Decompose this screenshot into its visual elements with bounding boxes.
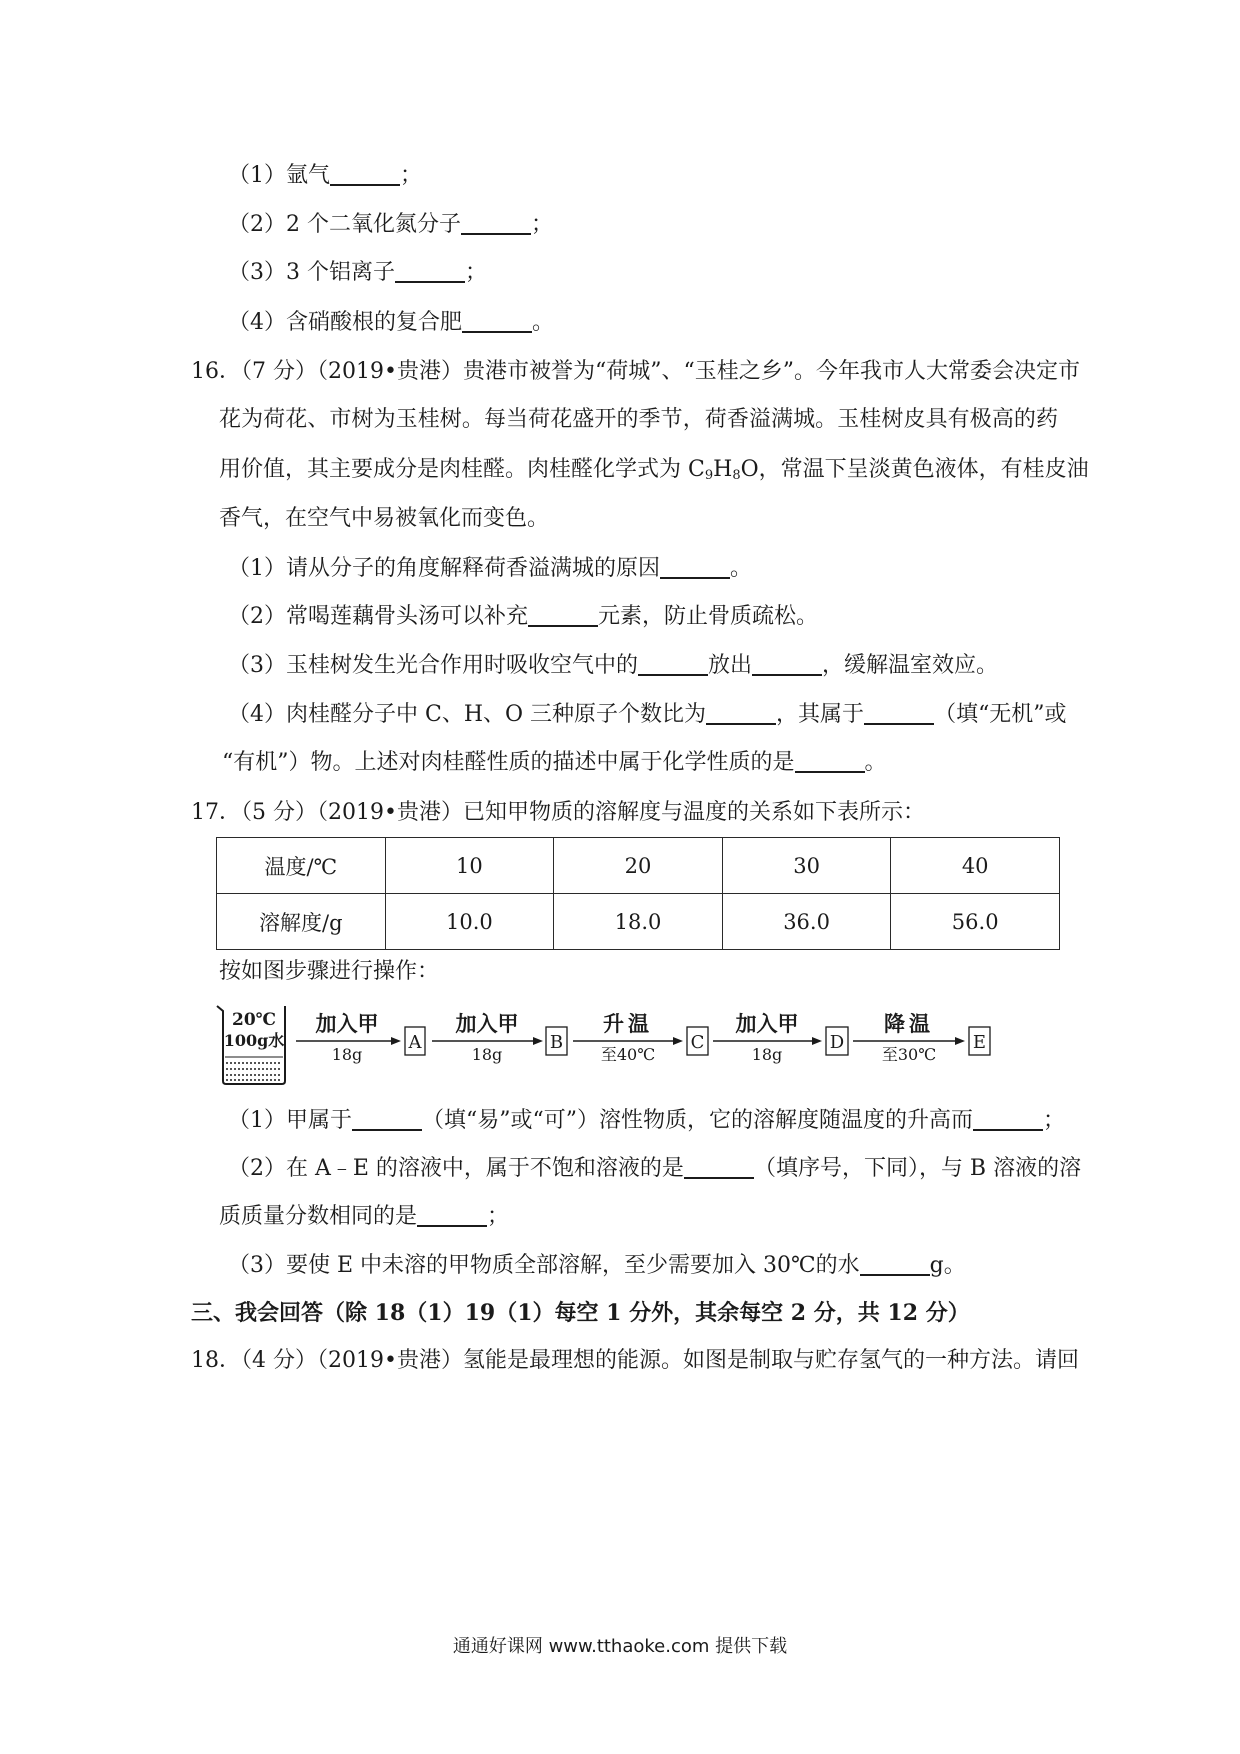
q16-part-2 bbox=[228, 602, 818, 632]
answer-blank bbox=[860, 1254, 930, 1276]
q16-part-2-end: 元素，防止骨质疏松。 bbox=[598, 604, 819, 629]
answer-blank bbox=[660, 557, 730, 579]
table-cell: 10 bbox=[385, 838, 554, 894]
formula-subscript-h: 8 bbox=[732, 468, 741, 483]
answer-blank bbox=[795, 751, 865, 773]
q16-stem-line-3-before: 用价值，其主要成分是肉桂醛。肉桂醛化学式为 bbox=[219, 457, 688, 482]
solubility-table bbox=[216, 837, 1060, 950]
section-heading: 三、我会回答（除 18（1）19（1）每空 1 分外，其余每空 2 分，共 12 分） bbox=[191, 1300, 970, 1326]
step-4-detail: 18g bbox=[751, 1045, 783, 1064]
q16-stem-line-4: 香气，在空气中易被氧化而变色。 bbox=[219, 506, 550, 531]
q17-part-2 bbox=[228, 1154, 1082, 1184]
answer-blank bbox=[417, 1205, 487, 1227]
table-cell: 36.0 bbox=[722, 894, 891, 950]
arrow-head-icon bbox=[812, 1037, 822, 1045]
solution-label-c: C bbox=[690, 1032, 705, 1053]
table-row bbox=[217, 838, 1060, 894]
chemical-formula bbox=[688, 457, 759, 482]
q16-part-3-mid: 放出 bbox=[708, 653, 753, 678]
q16-stem-line-2: 花为荷花、市树为玉桂树。每当荷花盛开的季节，荷香溢满城。玉桂树皮具有极高的药 bbox=[219, 407, 1058, 432]
q17-stem: 17．（5 分）（2019•贵港）已知甲物质的溶解度与温度的关系如下表所示： bbox=[191, 800, 925, 825]
q16-part-4-mid: ，其属于 bbox=[776, 702, 865, 727]
q16-part-4-continued bbox=[222, 748, 887, 778]
q17-part-2-continued bbox=[219, 1202, 509, 1232]
q17-part-1-text: （1）甲属于 bbox=[228, 1108, 352, 1133]
q15-part-2-text: （2）2 个二氧化氮分子 bbox=[228, 212, 461, 237]
beaker-temperature: 20℃ bbox=[231, 1010, 277, 1030]
solution-label-d: D bbox=[829, 1032, 845, 1053]
answer-blank bbox=[706, 703, 776, 725]
step-1-detail: 18g bbox=[331, 1045, 363, 1064]
answer-blank bbox=[973, 1109, 1043, 1131]
q17-part-1-end: ； bbox=[1043, 1108, 1066, 1133]
table-cell: 温度/℃ bbox=[217, 838, 386, 894]
answer-blank bbox=[395, 261, 465, 283]
step-1-action: 加入甲 bbox=[315, 1011, 379, 1036]
step-3-action: 升温 bbox=[603, 1011, 653, 1036]
formula-subscript-c: 9 bbox=[704, 468, 714, 483]
solution-label-b: B bbox=[549, 1032, 564, 1053]
table-cell: 56.0 bbox=[891, 894, 1060, 950]
q16-part-4-end: （填“无机”或 bbox=[934, 702, 1067, 727]
q16-part-1-end: 。 bbox=[730, 556, 753, 581]
q15-part-2 bbox=[228, 210, 553, 240]
table-cell: 溶解度/g bbox=[217, 894, 386, 950]
q15-part-3-text: （3）3 个铝离子 bbox=[228, 260, 395, 285]
q16-stem-line-3-after: ，常温下呈淡黄色液体，有桂皮油 bbox=[758, 457, 1089, 482]
q15-part-2-end: ； bbox=[531, 212, 554, 237]
answer-blank bbox=[330, 164, 400, 186]
q17-part-2-text: （2）在 A﹣E 的溶液中，属于不饱和溶液的是 bbox=[228, 1156, 684, 1181]
q15-part-1 bbox=[228, 161, 422, 191]
q16-part-1-text: （1）请从分子的角度解释荷香溢满城的原因 bbox=[228, 556, 660, 581]
formula-element-c: C bbox=[688, 457, 705, 482]
q16-part-3-end: ，缓解温室效应。 bbox=[822, 653, 999, 678]
table-row bbox=[217, 894, 1060, 950]
q17-part-1-mid: （填“易”或“可”）溶性物质，它的溶解度随温度的升高而 bbox=[422, 1108, 973, 1133]
answer-blank bbox=[752, 654, 822, 676]
q15-part-4-text: （4）含硝酸根的复合肥 bbox=[228, 310, 462, 335]
answer-blank bbox=[462, 311, 532, 333]
table-cell: 40 bbox=[891, 838, 1060, 894]
q15-part-4-end: 。 bbox=[532, 310, 555, 335]
table-cell: 30 bbox=[722, 838, 891, 894]
answer-blank bbox=[528, 605, 598, 627]
step-5-action: 降温 bbox=[884, 1011, 934, 1036]
q17-part-3 bbox=[228, 1251, 966, 1281]
answer-blank bbox=[461, 213, 531, 235]
q15-part-4 bbox=[228, 308, 554, 338]
q17-part-1 bbox=[228, 1106, 1066, 1136]
q17-part-3-end: g。 bbox=[929, 1253, 966, 1278]
q15-part-3 bbox=[228, 258, 487, 288]
formula-element-o: O bbox=[740, 457, 759, 482]
arrow-head-icon bbox=[533, 1037, 543, 1045]
table-cell: 10.0 bbox=[385, 894, 554, 950]
answer-blank bbox=[352, 1109, 422, 1131]
arrow-head-icon bbox=[673, 1037, 683, 1045]
q16-stem-line-1: 16．（7 分）（2019•贵港）贵港市被誉为“荷城”、“玉桂之乡”。今年我市人大常委会决定市 bbox=[191, 359, 1080, 384]
step-4-action: 加入甲 bbox=[735, 1011, 799, 1036]
q16-stem-line-3 bbox=[219, 455, 1089, 485]
q16-part-4-cont-end: 。 bbox=[864, 750, 887, 775]
answer-blank bbox=[638, 654, 708, 676]
q17-part-2-cont-end: ； bbox=[487, 1204, 510, 1229]
q16-part-3 bbox=[228, 651, 998, 681]
q17-instruction: 按如图步骤进行操作： bbox=[219, 959, 440, 984]
formula-element-h: H bbox=[713, 457, 733, 482]
step-3-detail: 至40℃ bbox=[600, 1045, 656, 1064]
q16-part-2-text: （2）常喝莲藕骨头汤可以补充 bbox=[228, 604, 528, 629]
solution-label-e: E bbox=[972, 1032, 987, 1053]
q17-part-2-cont-text: 质质量分数相同的是 bbox=[219, 1204, 418, 1229]
q15-part-1-text: （1）氩气 bbox=[228, 163, 330, 188]
arrow-head-icon bbox=[391, 1037, 401, 1045]
q17-part-2-end: （填序号，下同），与 B 溶液的溶 bbox=[753, 1156, 1082, 1181]
step-2-action: 加入甲 bbox=[455, 1011, 519, 1036]
table-cell: 20 bbox=[554, 838, 723, 894]
step-2-detail: 18g bbox=[471, 1045, 503, 1064]
q15-part-3-end: ； bbox=[465, 260, 488, 285]
q17-part-3-text: （3）要使 E 中未溶的甲物质全部溶解，至少需要加入 30℃的水 bbox=[228, 1253, 860, 1278]
q16-part-3-text: （3）玉桂树发生光合作用时吸收空气中的 bbox=[228, 653, 638, 678]
q16-part-4 bbox=[228, 700, 1067, 730]
table-cell: 18.0 bbox=[554, 894, 723, 950]
q18-stem: 18．（4 分）（2019•贵港）氢能是最理想的能源。如图是制取与贮存氢气的一种方法。请回 bbox=[191, 1348, 1079, 1373]
q16-part-4-text: （4）肉桂醛分子中 C、H、O 三种原子个数比为 bbox=[228, 702, 707, 727]
answer-blank bbox=[864, 703, 934, 725]
arrow-head-icon bbox=[955, 1037, 965, 1045]
answer-blank bbox=[684, 1157, 754, 1179]
solution-label-a: A bbox=[408, 1032, 422, 1053]
q16-part-4-cont-text: “有机”）物。上述对肉桂醛性质的描述中属于化学性质的是 bbox=[222, 750, 795, 775]
page-footer: 通通好课网 www.tthaoke.com 提供下载 bbox=[452, 1636, 788, 1657]
step-5-detail: 至30℃ bbox=[881, 1045, 937, 1064]
q16-part-1 bbox=[228, 554, 752, 584]
q15-part-1-end: ； bbox=[400, 163, 423, 188]
beaker-water: 100g水 bbox=[223, 1031, 285, 1050]
procedure-diagram bbox=[216, 1003, 996, 1087]
